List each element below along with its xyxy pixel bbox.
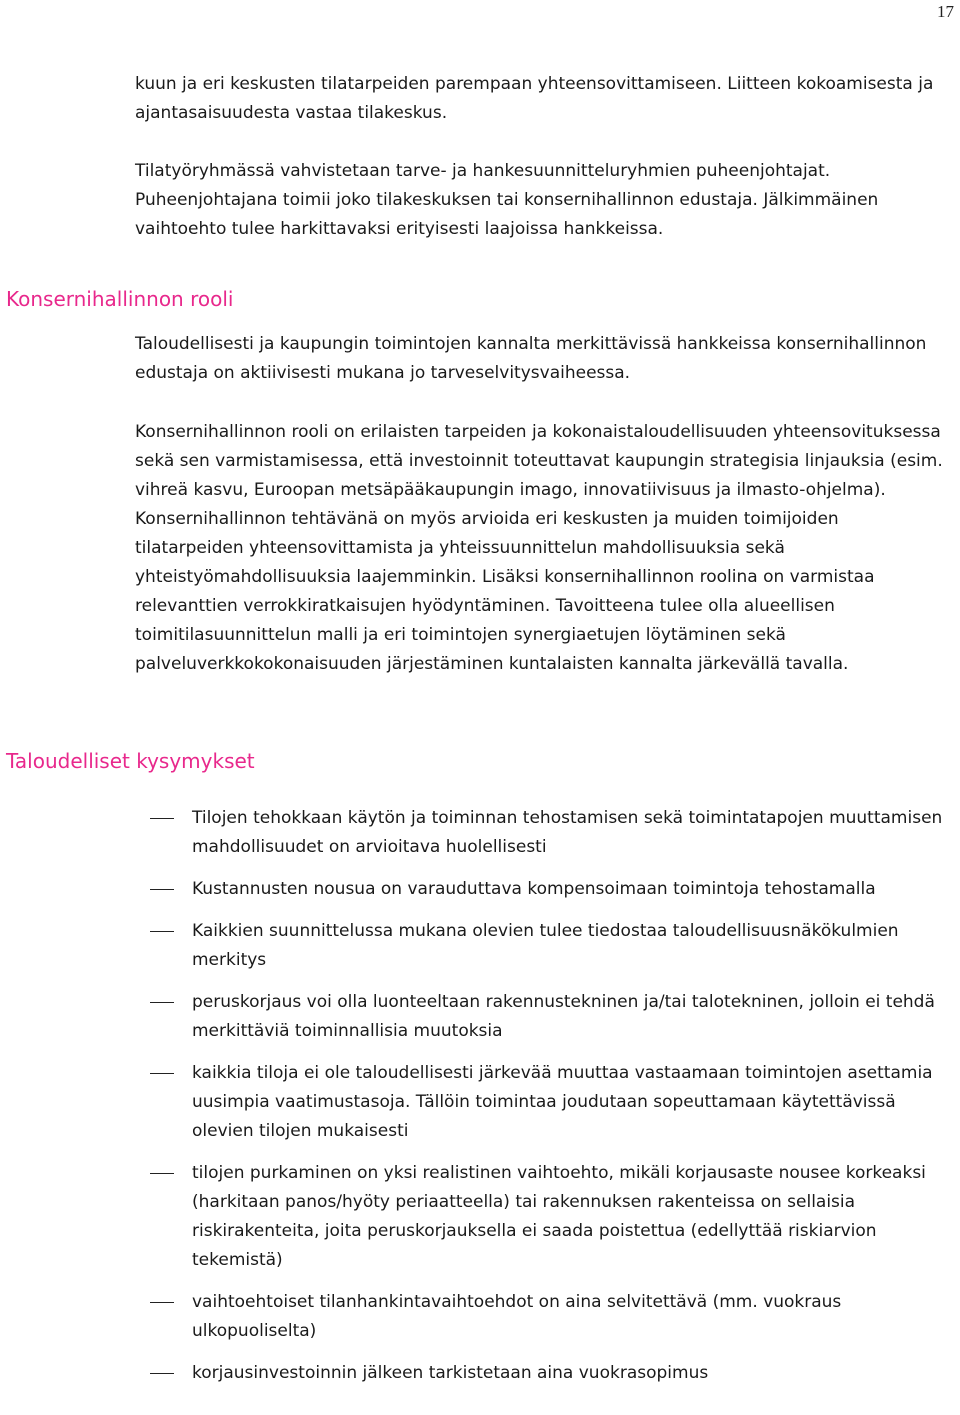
list-item xyxy=(150,1159,950,1275)
dash-bullet-icon xyxy=(150,1073,174,1074)
intro-paragraph-2: Tilatyöryhmässä vahvistetaan tarve- ja hankesuunnitteluryhmien puheenjohtajat. Puheenjohtajana toimii joko tilakeskuksen tai konsernihallinnon edustaja. Jälkimmäinen vaihtoehto tulee harkittavaksi erityisesti laajoissa hankkeissa. xyxy=(135,161,879,239)
dash-bullet-icon xyxy=(150,931,174,932)
list-item-text: Tilojen tehokkaan käytön ja toiminnan tehostamisen sekä toimintatapojen muuttamisen mahdollisuudet on arvioitava huolellisesti xyxy=(192,808,943,857)
dash-bullet-icon xyxy=(150,1173,174,1174)
list-item xyxy=(150,875,950,904)
list-item xyxy=(150,1359,950,1388)
dash-bullet-icon xyxy=(150,818,174,819)
list-item xyxy=(150,917,950,975)
dash-bullet-icon xyxy=(150,889,174,890)
list-item-text: vaihtoehtoiset tilanhankintavaihtoehdot on aina selvitettävä (mm. vuokraus ulkopuoliselta) xyxy=(192,1292,842,1341)
list-item xyxy=(150,1059,950,1146)
list-item-text: Kaikkien suunnittelussa mukana olevien tulee tiedostaa taloudellisuusnäkökulmien merkitys xyxy=(192,921,899,970)
dash-bullet-icon xyxy=(150,1373,174,1374)
list-item xyxy=(150,988,950,1046)
list-item-text: kaikkia tiloja ei ole taloudellisesti järkevää muuttaa vastaamaan toimintojen asettamia uusimpia vaatimustasoja. Tällöin toimintaa joudutaan sopeuttamaan käytettävissä olevien tilojen mukaisesti xyxy=(192,1063,933,1141)
page-number: 17 xyxy=(937,2,954,21)
section-heading-taloudelliset-kysymykset: Taloudelliset kysymykset xyxy=(6,749,255,773)
list-item xyxy=(150,804,950,862)
list-item-text: peruskorjaus voi olla luonteeltaan rakennustekninen ja/tai talotekninen, jolloin ei tehdä merkittäviä toiminnallisia muutoksia xyxy=(192,992,935,1041)
intro-paragraph-1: kuun ja eri keskusten tilatarpeiden parempaan yhteensovittamiseen. Liitteen kokoamisesta ja ajantasaisuudesta vastaa tilakeskus. xyxy=(135,74,934,123)
section-heading-konsernihallinnon-rooli: Konsernihallinnon rooli xyxy=(6,287,234,311)
list-item xyxy=(150,1288,950,1346)
dash-bullet-icon xyxy=(150,1002,174,1003)
list-item-text: tilojen purkaminen on yksi realistinen vaihtoehto, mikäli korjausaste nousee korkeaksi (harkitaan panos/hyöty periaatteella) tai rakennuksen rakenteissa on sellaisia riskirakenteita, joita peruskorjauksella ei saada poistettua (edellyttää riskiarvion tekemistä) xyxy=(192,1163,926,1270)
list-item-text: Kustannusten nousua on varauduttava kompensoimaan toimintoja tehostamalla xyxy=(192,879,876,899)
section1-paragraph-1: Taloudellisesti ja kaupungin toimintojen kannalta merkittävissä hankkeissa konsernihallinnon edustaja on aktiivisesti mukana jo tarveselvitysvaiheessa. xyxy=(135,334,927,383)
dash-bullet-icon xyxy=(150,1302,174,1303)
list-item-text: korjausinvestoinnin jälkeen tarkistetaan aina vuokrasopimus xyxy=(192,1363,709,1383)
bullet-list xyxy=(150,804,950,1401)
section1-paragraph-2: Konsernihallinnon rooli on erilaisten tarpeiden ja kokonaistaloudellisuuden yhteensovituksessa sekä sen varmistamisessa, että investoinnit toteuttavat kaupungin strategisia linjauksia (esim. vihreä kasvu, Euroopan metsäpääkaupungin imago, innovatiivisuus ja ilmasto-ohjelma). Konsernihallinnon tehtävänä on myös arvioida eri keskusten ja muiden toimijoiden tilatarpeiden yhteensovittamista ja yhteissuunnittelun mahdollisuuksia sekä yhteistyömahdollisuuksia laajemminkin. Lisäksi konsernihallinnon roolina on varmistaa relevanttien verrokkiratkaisujen hyödyntäminen. Tavoitteena tulee olla alueellisen toimitilasuunnittelun malli ja eri toimintojen synergiaetujen löytäminen sekä palveluverkkokokonaisuuden järjestäminen kuntalaisten kannalta järkevällä tavalla. xyxy=(135,422,943,674)
